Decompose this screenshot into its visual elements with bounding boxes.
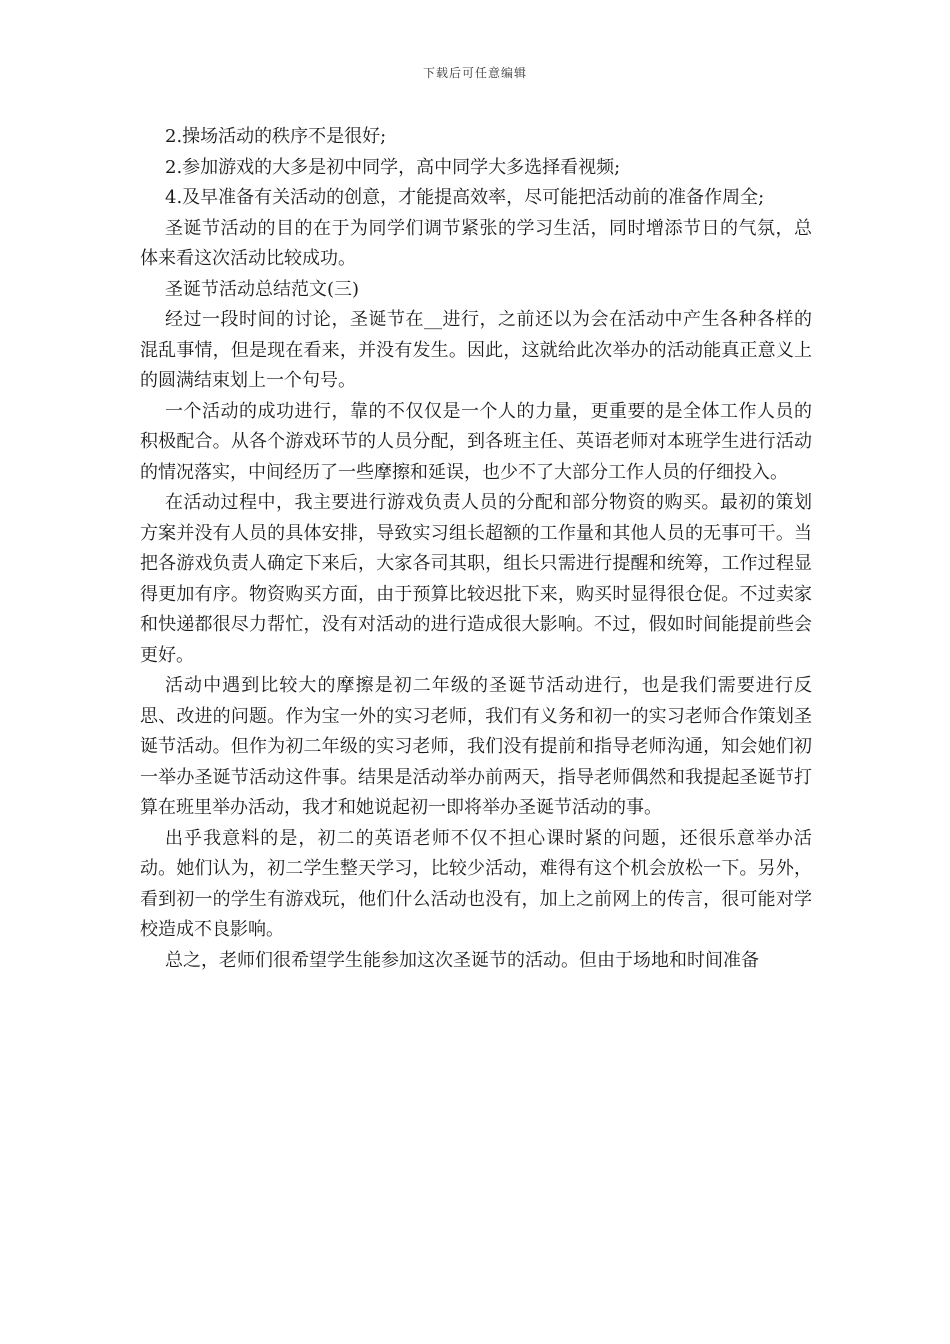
paragraph-purpose: 圣诞节活动的目的在于为同学们调节紧张的学习生活，同时增添节日的气氛，总体来看这次活动比较成功。 xyxy=(140,217,812,269)
page-header: 下载后可任意编辑 xyxy=(422,66,527,80)
paragraph-list-item-1: 2.操场活动的秩序不是很好; xyxy=(165,126,387,147)
paragraph-teamwork: 一个活动的成功进行，靠的不仅仅是一个人的力量，更重要的是全体工作人员的积极配合。从各个游戏环节的人员分配，到各班主任、英语老师对本班学生进行活动的情况落实，中间经历了一些摩擦和延误，也少不了大部分工作人员的仔细投入。 xyxy=(140,400,812,483)
paragraph-list-item-4: 4.及早准备有关活动的创意，才能提高效率，尽可能把活动前的准备作周全; xyxy=(165,187,765,208)
paragraph-list-item-2: 2.参加游戏的大多是初中同学，高中同学大多选择看视频; xyxy=(165,156,621,178)
section-title: 圣诞节活动总结范文(三) xyxy=(165,278,360,300)
paragraph-friction: 活动中遇到比较大的摩擦是初二年级的圣诞节活动进行，也是我们需要进行反思、改进的问题。作为宝一外的实习老师，我们有义务和初一的实习老师合作策划圣诞节活动。但作为初二年级的实习老师，我们没有提前和指导老师沟通，知会她们初一举办圣诞节活动这件事。结果是活动举办前两天，指导老师偶然和我提起圣诞节打算在班里举办活动，我才和她说起初一即将举办圣诞节活动的事。 xyxy=(140,675,812,818)
paragraph-process: 在活动过程中，我主要进行游戏负责人员的分配和部分物资的购买。最初的策划方案并没有人员的具体安排，导致实习组长超额的工作量和其他人员的无事可干。当把各游戏负责人确定下来后，大家各司其职，组长只需进行提醒和统筹，工作过程显得更加有序。物资购买方面，由于预算比较迟批下来，购买时显得很仓促。不过卖家和快递都很尽力帮忙，没有对活动的进行造成很大影响。不过，假如时间能提前些会更好。 xyxy=(140,492,812,666)
document-body xyxy=(140,122,812,976)
paragraph-surprise: 出乎我意料的是，初二的英语老师不仅不担心课时紧的问题，还很乐意举办活动。她们认为，初二学生整天学习，比较少活动，难得有这个机会放松一下。另外，看到初一的学生有游戏玩，他们什么活动也没有，加上之前网上的传言，很可能对学校造成不良影响。 xyxy=(140,827,812,940)
paragraph-discussion: 经过一段时间的讨论，圣诞节在__进行，之前还以为会在活动中产生各种各样的混乱事情，但是现在看来，并没有发生。因此，这就给此次举办的活动能真正意义上的圆满结束划上一个句号。 xyxy=(140,309,812,391)
paragraph-conclusion: 总之，老师们很希望学生能参加这次圣诞节的活动。但由于场地和时间准备 xyxy=(165,949,759,971)
